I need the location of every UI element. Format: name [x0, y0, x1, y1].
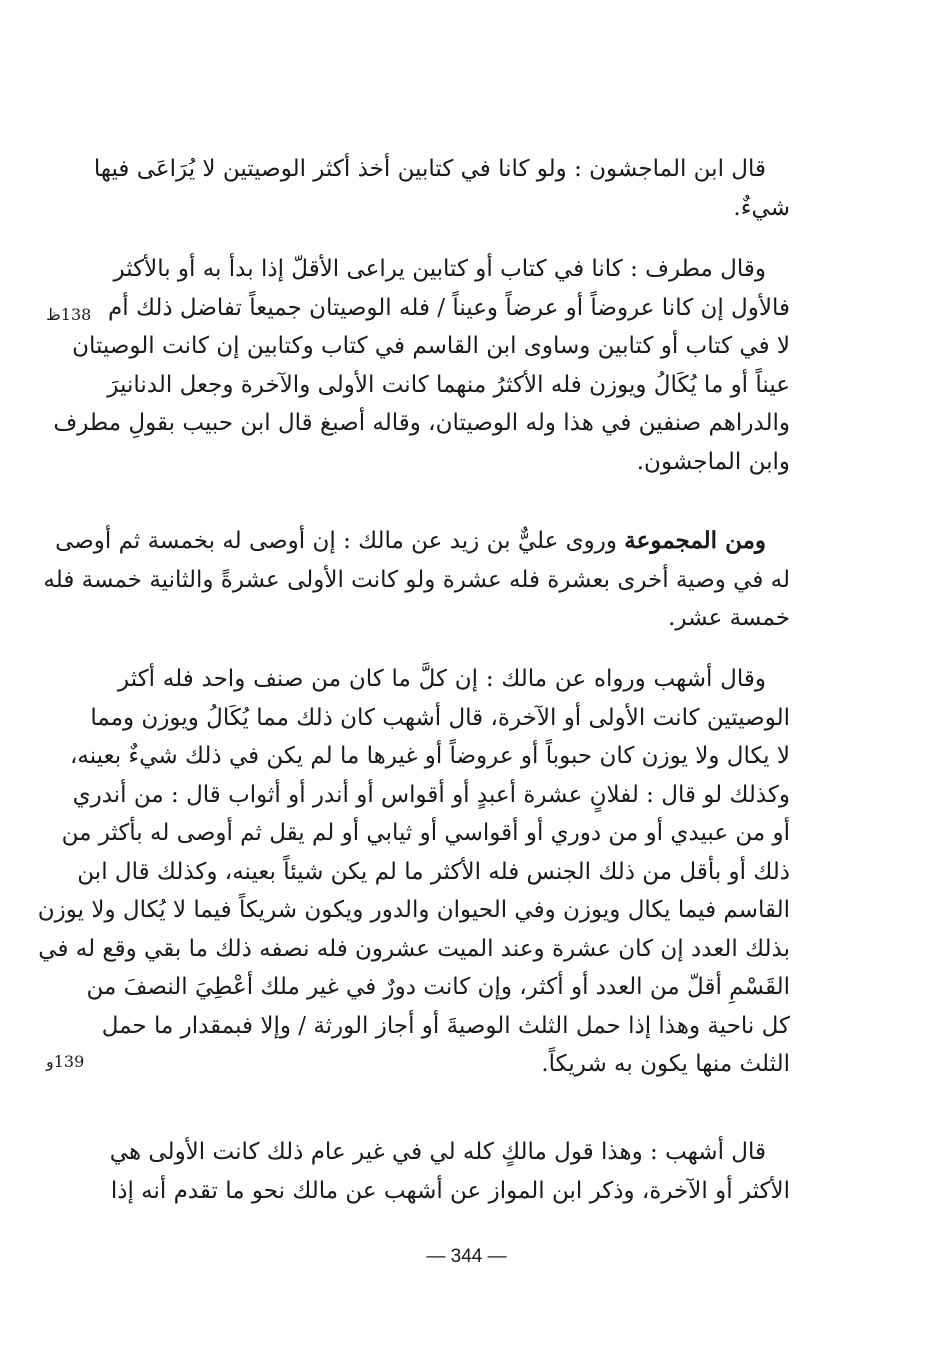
paragraph-1-line-1: قال ابن الماجشون : ولو كانا في كتابين أخذ أكثر الوصيتين لا يُرَاعَى فيها — [93, 156, 766, 182]
paragraph-2-line-1: وقال مطرف : كانا في كتاب أو كتابين يراعى الأقلّ إذا بدأ به أو بالأكثر — [113, 256, 766, 282]
paragraph-4-line-10: كل ناحية وهذا إذا حمل الثلث الوصيةَ أو أجاز الورثة / وإلا فبمقدار ما حمل — [101, 1012, 790, 1039]
paragraph-2-line-3: لا في كتاب أو كتابين وساوى ابن القاسم في كتاب وكتابين إن كانت الوصيتان — [72, 333, 790, 359]
paragraph-1-line-2: شيءٌ. — [733, 194, 790, 221]
paragraph-1 — [93, 150, 790, 227]
paragraph-3 — [43, 522, 790, 638]
paragraph-3-line-2: له في وصية أخرى بعشرة فله عشرة ولو كانت الأولى عشرةً والثانية خمسة فله — [43, 566, 790, 593]
paragraph-2-line-4: عيناً أو ما يُكَالُ ويوزن فله الأكثرُ منهما كانت الأولى والآخرة وجعل الدنانيرَ — [107, 371, 790, 398]
paragraph-4-line-7: القاسم فيما يكال ويوزن وفي الحيوان والدور ويكون شريكاً فيما لا يُكال ولا يوزن — [37, 897, 790, 923]
page-number: — 344 — — [426, 1246, 507, 1267]
paragraph-4-line-3: لا يكال ولا يوزن كان حبوباً أو عروضاً أو غيرها ما لم يكن في ذلك شيءٌ بعينه، — [69, 743, 790, 769]
paragraph-4-line-4: وكذلك لو قال : لفلانٍ عشرة أعبدٍ أو أقواس أو أندر أو أثواب قال : من أندري — [72, 781, 790, 808]
paragraph-3-line-1 — [55, 522, 790, 561]
paragraph-4-line-5: أو من عبيدي أو من دوري أو أقواسي أو ثيابي أو لم يقل ثم أوصى له بأكثر من — [61, 820, 790, 846]
paragraph-2-line-6: وابن الماجشون. — [636, 448, 790, 475]
paragraph-2-line-5: والدراهم صنفين في هذا وله الوصيتان، وقاله أصبغ قال ابن حبيب بقولِ مطرف — [53, 410, 790, 436]
paragraph-2-line-2: فالأول إن كانا عروضاً أو عرضاً وعيناً / فله الوصيتان جميعاً تفاضل ذلك أم — [108, 294, 790, 321]
paragraph-3-bold-lead: ومن المجموعة — [624, 527, 766, 554]
paragraph-4-line-2: الوصيتين كانت الأولى أو الآخرة، قال أشهب كان ذلك مما يُكَالُ ويوزن ومما — [90, 704, 790, 731]
paragraph-5 — [109, 1133, 790, 1210]
paragraph-4-line-9: القَسْمِ أقلّ من العدد أو أكثر، وإن كانت دورٌ في غير ملك أعْطِيَ النصفَ من — [86, 974, 790, 1000]
paragraph-4-line-1: وقال أشهب ورواه عن مالك : إن كلَّ ما كان من صنف واحد فله أكثر — [118, 666, 766, 692]
margin-note-folio-138: 138ظ — [46, 305, 92, 324]
paragraph-4-line-8: بذلك العدد إن كان عشرة وعند الميت عشرون فله نصفه ذلك ما بقي وقع له في — [38, 935, 790, 962]
paragraph-5-line-1: قال أشهب : وهذا قول مالكٍ كله لي في غير عام ذلك كانت الأولى هي — [109, 1139, 766, 1165]
margin-note-folio-139: 139و — [46, 1052, 85, 1071]
paragraph-3-line-1-text: وروى عليٌّ بن زيد عن مالك : إن أوصى له بخمسة ثم أوصى — [55, 528, 617, 554]
paragraph-4-line-6: ذلك أو بأقل من ذلك الجنس فله الأكثر ما لم يكن شيئاً بعينه، وكذلك قال ابن — [77, 858, 790, 885]
paragraph-3-line-3: خمسة عشر. — [668, 605, 790, 631]
paragraph-4-line-11: الثلث منها يكون به شريكاً. — [541, 1051, 790, 1077]
paragraph-5-line-2: الأكثر أو الآخرة، وذكر ابن المواز عن أشهب عن مالك نحو ما تقدم أنه إذا — [110, 1177, 790, 1204]
